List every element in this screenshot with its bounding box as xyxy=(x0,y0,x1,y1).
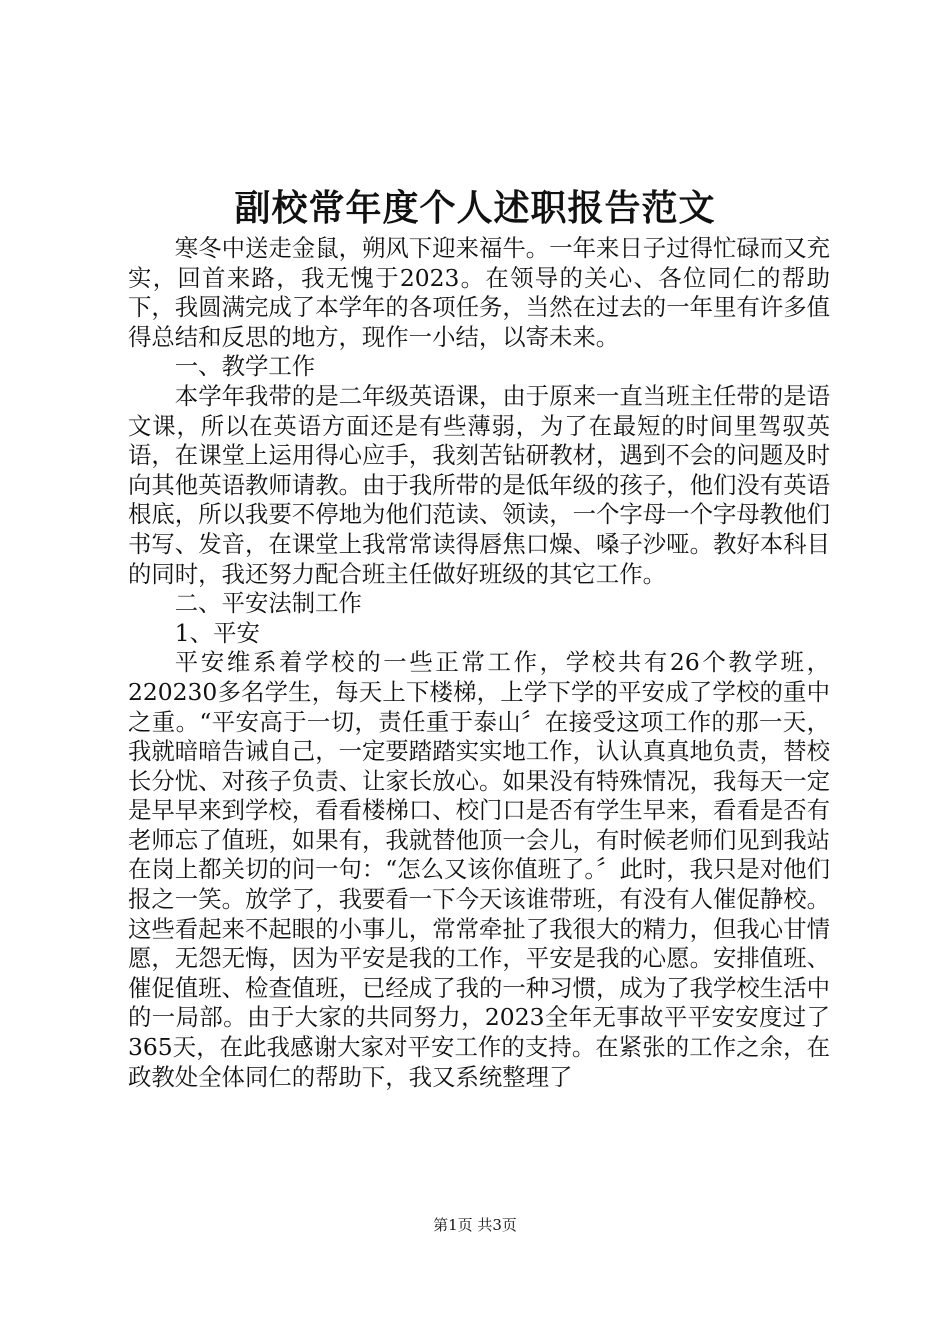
paragraph-safety: 平安维系着学校的一些正常工作，学校共有26个教学班，220230多名学生，每天上下楼梯，上学下学的平安成了学校的重中之重。“平安高于一切，责任重于泰山〞在接受这项工作的那一天，我就暗暗告诫自己，一定要踏踏实实地工作，认认真真地负责，替校长分忧、对孩子负责、让家长放心。如果没有特殊情况，我每天一定是早早来到学校，看看楼梯口、校门口是否有学生早来，看看是否有老师忘了值班，如果有，我就替他顶一会儿，有时候老师们见到我站在岗上都关切的问一句：“怎么又该你值班了。〞此时，我只是对他们报之一笑。放学了，我要看一下今天该谁带班，有没有人催促静校。这些看起来不起眼的小事儿，常常牵扯了我很大的精力，但我心甘情愿，无怨无悔，因为平安是我的工作，平安是我的心愿。安排值班、催促值班、检查值班，已经成了我的一种习惯，成为了我学校生活中的一局部。由于大家的共同努力，2023全年无事故平平安安度过了365天，在此我感谢大家对平安工作的支持。在紧张的工作之余，在政教处全体同仁的帮助下，我又系统整理了 xyxy=(128,648,830,1091)
paragraph-teaching: 本学年我带的是二年级英语课，由于原来一直当班主任带的是语文课，所以在英语方面还是有些薄弱，为了在最短的时间里驾驭英语，在课堂上运用得心应手，我刻苦钻研教材，遇到不会的问题及时向其他英语教师请教。由于我所带的是低年级的孩子，他们没有英语根底，所以我要不停地为他们范读、领读，一个字母一个字母教他们书写、发音，在课堂上我常常读得唇焦口燥、嗓子沙哑。教好本科目的同时，我还努力配合班主任做好班级的其它工作。 xyxy=(128,381,830,588)
document-title: 副校常年度个人述职报告范文 xyxy=(234,187,716,229)
paragraph-intro: 寒冬中送走金鼠，朔风下迎来福牛。一年来日子过得忙碌而又充实，回首来路，我无愧于2023。在领导的关心、各位同仁的帮助下，我圆满完成了本学年的各项任务，当然在过去的一年里有许多值得总结和反思的地方，现作一小结，以寄未来。 xyxy=(128,234,830,351)
page-footer: 第1页 共3页 xyxy=(433,1216,517,1234)
section-heading-safety-law: 二、平安法制工作 xyxy=(174,589,362,618)
subsection-heading-safety: 1、平安 xyxy=(174,618,260,647)
document-body xyxy=(128,234,830,1092)
section-heading-teaching: 一、教学工作 xyxy=(174,352,316,381)
